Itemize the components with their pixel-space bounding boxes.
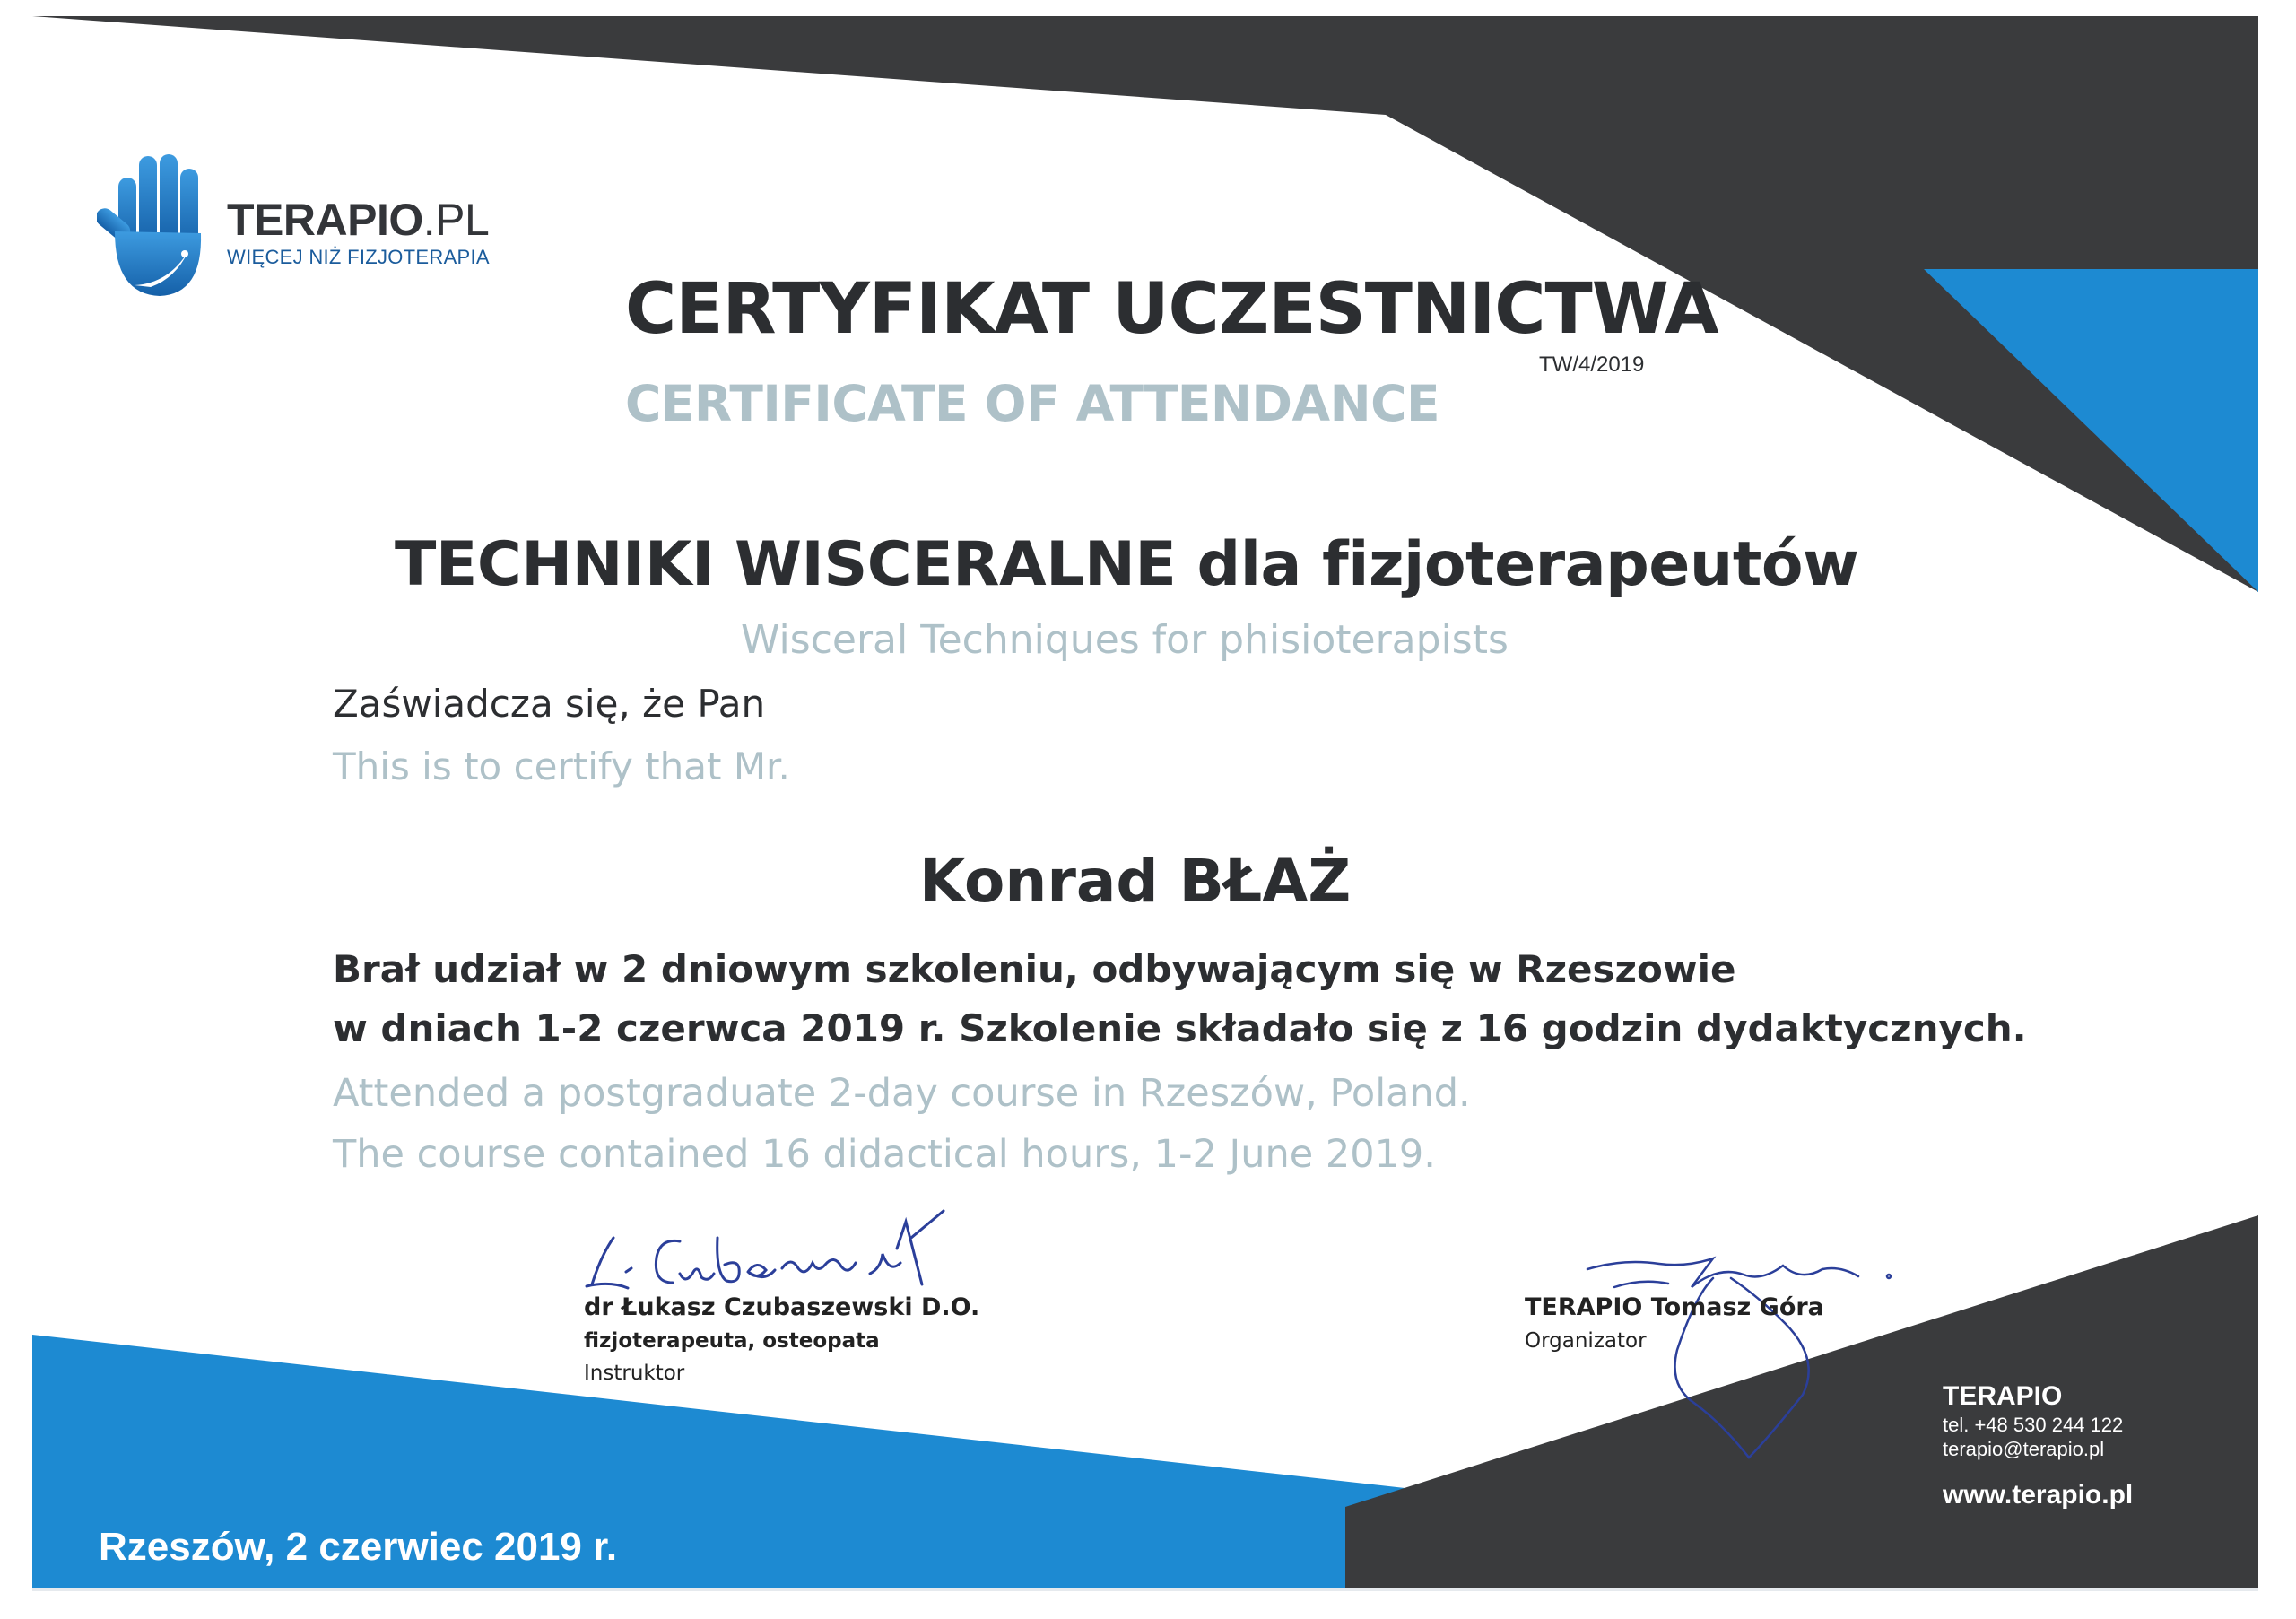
instructor-role: fizjoterapeuta, osteopata <box>584 1329 880 1353</box>
terapio-logo <box>97 151 491 303</box>
participant-name: Konrad BŁAŻ <box>919 847 1352 916</box>
instructor-label: Instruktor <box>584 1362 685 1385</box>
logo-name-thin: .PL <box>422 195 490 245</box>
contact-email: terapio@terapio.pl <box>1943 1438 2105 1460</box>
logo-wordmark <box>227 194 489 246</box>
contact-website: www.terapio.pl <box>1943 1480 2134 1510</box>
description-en-line-2: The course contained 16 didactical hours, 1-2 June 2019. <box>333 1132 1436 1177</box>
certificate-reference: TW/4/2019 <box>1539 353 1645 377</box>
description-line-1: Brał udział w 2 dniowym szkoleniu, odbywającym się w Rzeszowie <box>333 947 1736 991</box>
course-title-en: Wisceral Techniques for phisioterapists <box>741 617 1509 663</box>
instructor-name: dr Łukasz Czubaszewski D.O. <box>584 1293 980 1321</box>
logo-tagline: WIĘCEJ NIŻ FIZJOTERAPIA <box>227 246 490 268</box>
course-title: TECHNIKI WISCERALNE dla fizjoterapeutów <box>395 529 1859 600</box>
certificate-title: CERTYFIKAT UCZESTNICTWA <box>625 269 1718 350</box>
organizer-label: Organizator <box>1525 1329 1647 1353</box>
hand-icon <box>97 151 213 303</box>
organizer-name: TERAPIO Tomasz Góra <box>1525 1293 1824 1321</box>
certify-statement: Zaświadcza się, że Pan <box>333 682 766 726</box>
instructor-signature <box>574 1202 969 1301</box>
place-and-date: Rzeszów, 2 czerwiec 2019 r. <box>99 1525 618 1569</box>
description-en-line-1: Attended a postgraduate 2-day course in Rzeszów, Poland. <box>333 1071 1471 1116</box>
certify-statement-en: This is to certify that Mr. <box>333 744 790 788</box>
organizer-signature <box>1578 1242 1901 1475</box>
contact-phone: tel. +48 530 244 122 <box>1943 1414 2124 1436</box>
certificate-title-en: CERTIFICATE OF ATTENDANCE <box>625 375 1440 432</box>
description-line-2: w dniach 1-2 czerwca 2019 r. Szkolenie składało się z 16 godzin dydaktycznych. <box>333 1006 2027 1050</box>
logo-name-bold: TERAPIO <box>227 195 423 245</box>
page-bottom-edge <box>32 1588 2258 1591</box>
contact-brand: TERAPIO <box>1943 1381 2063 1411</box>
